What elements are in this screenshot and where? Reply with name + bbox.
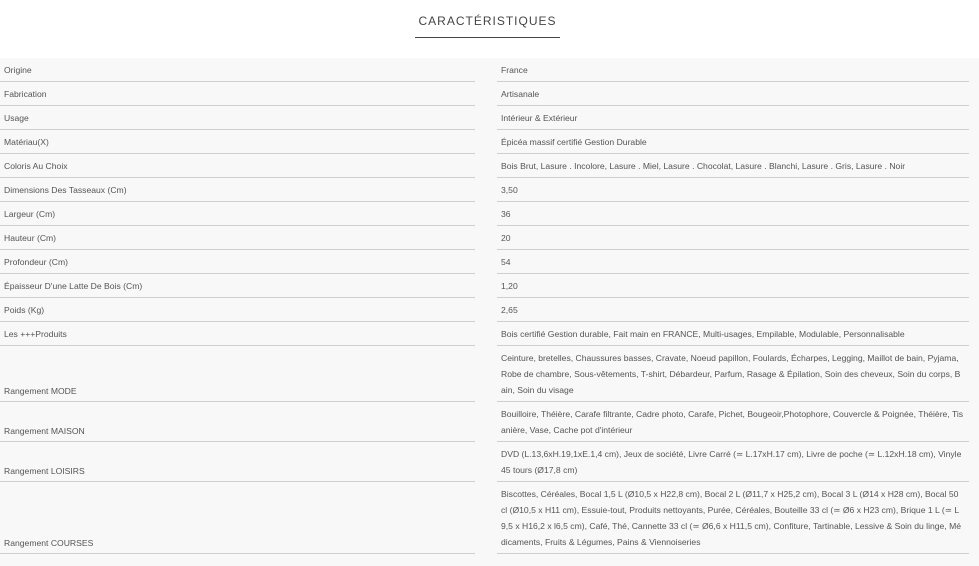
spec-value: 1,20 — [497, 274, 969, 298]
spec-label: Rangement LOISIRS — [0, 442, 475, 482]
spec-value: 2,65 — [497, 298, 969, 322]
spec-value: 20 — [497, 226, 969, 250]
spec-label: Matériau(X) — [0, 130, 475, 154]
spec-label: Dimensions Des Tasseaux (Cm) — [0, 178, 475, 202]
spec-row-epaisseur — [0, 274, 979, 298]
spec-value: Biscottes, Céréales, Bocal 1,5 L (Ø10,5 x H22,8 cm), Bocal 2 L (Ø11,7 x H25,2 cm), Bocal 3 L (Ø14 x H28 cm), Bocal 50 cl (Ø10,5 x H11 cm), Essuie-tout, Produits nettoyants, Purée, Céréales, Bouteille 33 cl (≃ Ø6 x H23 cm), Brique 1 L (≃ L9,5 x H16,2 x l6,5 cm), Café, Thé, Cannette 33 cl (≃ Ø6,6 x H11,5 cm), Confiture, Tartinable, Lessive & Soin du linge, Médicaments, Fruits & Légumes, Pains & Viennoiseries — [497, 482, 969, 554]
spec-value: Artisanale — [497, 82, 969, 106]
spec-value: 36 — [497, 202, 969, 226]
spec-label: Profondeur (Cm) — [0, 250, 475, 274]
spec-label: Les +++Produits — [0, 322, 475, 346]
spec-row-poids — [0, 298, 979, 322]
spec-value: Bois Brut, Lasure . Incolore, Lasure . Miel, Lasure . Chocolat, Lasure . Blanchi, Lasure . Gris, Lasure . Noir — [497, 154, 969, 178]
spec-row-rangement-maison — [0, 402, 979, 442]
spec-row-hauteur — [0, 226, 979, 250]
spec-label: Poids (Kg) — [0, 298, 475, 322]
tab-header — [0, 0, 979, 58]
spec-value: 3,50 — [497, 178, 969, 202]
spec-label: Origine — [0, 58, 475, 82]
spec-label: Usage — [0, 106, 475, 130]
spec-row-origine — [0, 58, 979, 82]
spec-label: Hauteur (Cm) — [0, 226, 475, 250]
spec-row-rangement-mode — [0, 346, 979, 402]
spec-row-rangement-courses — [0, 482, 979, 554]
spec-label: Coloris Au Choix — [0, 154, 475, 178]
spec-label: Fabrication — [0, 82, 475, 106]
spec-row-largeur — [0, 202, 979, 226]
spec-value: 54 — [497, 250, 969, 274]
spec-label: Rangement MODE — [0, 346, 475, 402]
spec-row-fabrication — [0, 82, 979, 106]
spec-row-profondeur — [0, 250, 979, 274]
spec-value: France — [497, 58, 969, 82]
spec-value: DVD (L.13,6xH.19,1xE.1,4 cm), Jeux de société, Livre Carré (≃ L.17xH.17 cm), Livre de poche (≃ L.12xH.18 cm), Vinyle 45 tours (Ø17,8 cm) — [497, 442, 969, 482]
spec-label: Rangement MAISON — [0, 402, 475, 442]
spec-value: Bois certifié Gestion durable, Fait main en FRANCE, Multi-usages, Empilable, Modulable, Personnalisable — [497, 322, 969, 346]
spec-row-rangement-loisirs — [0, 442, 979, 482]
spec-value: Ceinture, bretelles, Chaussures basses, Cravate, Noeud papillon, Foulards, Écharpes, Legging, Maillot de bain, Pyjama, Robe de chambre, Sous-vêtements, T-shirt, Débardeur, Parfum, Rasage & Épilation, Soin des cheveux, Soin du corps, Bain, Soin du visage — [497, 346, 969, 402]
spec-row-produits — [0, 322, 979, 346]
spec-row-coloris — [0, 154, 979, 178]
spec-value: Épicéa massif certifié Gestion Durable — [497, 130, 969, 154]
spec-label: Largeur (Cm) — [0, 202, 475, 226]
tab-caracteristiques[interactable]: CARACTÉRISTIQUES — [415, 12, 560, 38]
spec-label: Épaisseur D'une Latte De Bois (Cm) — [0, 274, 475, 298]
spec-row-usage — [0, 106, 979, 130]
spec-row-dimensions — [0, 178, 979, 202]
spec-value: Intérieur & Extérieur — [497, 106, 969, 130]
spec-label: Rangement COURSES — [0, 482, 475, 554]
specs-table — [0, 58, 979, 566]
spec-row-materiaux — [0, 130, 979, 154]
spec-value: Bouilloire, Théière, Carafe filtrante, Cadre photo, Carafe, Pichet, Bougeoir,Photophore, Couvercle & Poignée, Théière, Tisanière, Vase, Cache pot d'intérieur — [497, 402, 969, 442]
